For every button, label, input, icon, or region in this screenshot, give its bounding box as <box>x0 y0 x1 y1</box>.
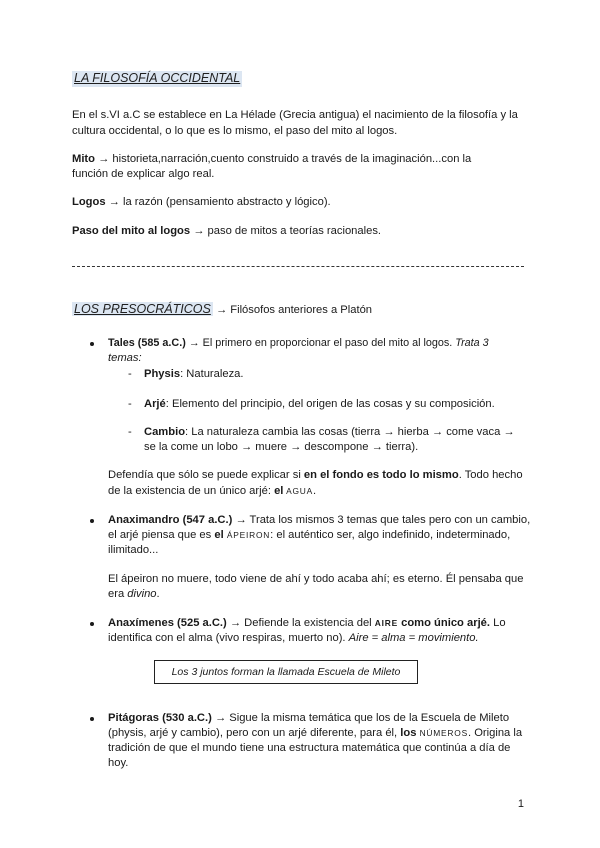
dash-marker: - <box>128 368 132 380</box>
anaximandro-line-1: Anaximandro (547 a.C.) → Trata los mismos 3 temas que tales pero con un cambio, <box>108 514 531 526</box>
paso-term: Paso del mito al logos <box>72 225 191 237</box>
bullet-icon <box>90 622 94 626</box>
tales-name: Tales (585 a.C.) <box>108 337 186 349</box>
page-number: 1 <box>517 798 524 810</box>
bullet-icon <box>90 717 94 721</box>
tales-summary-line-2: de la existencia de un único arjé: el AGUA. <box>108 485 317 497</box>
mito-term: Mito <box>72 153 95 165</box>
tales-physis: Physis: Naturaleza. <box>144 368 244 380</box>
dash-marker: - <box>128 426 132 438</box>
tales-cambio-line-2: se la come un lobo → muere → descompone → tierra). <box>144 441 419 453</box>
paso-definition: Paso del mito al logos → paso de mitos a teorías racionales. <box>72 225 382 237</box>
tales-line-1: Tales (585 a.C.) → El primero en proporcionar el paso del mito al logos. Trata 3 <box>108 337 489 349</box>
intro-line-2: cultura occidental, o lo que es lo mismo, el paso del mito al logos. <box>72 125 398 137</box>
anaximenes-line-2: identifica con el alma (vivo respiras, muerto no). Aire = alma = movimiento. <box>108 632 479 644</box>
logos-term: Logos <box>72 196 106 208</box>
anaximandro-line-2: el arjé piensa que es el ÁPEIRON: el auténtico ser, algo indefinido, indeterminado, <box>108 529 511 541</box>
presocraticos-heading-row <box>72 302 372 319</box>
anaximandro-p2-line-1: El ápeiron no muere, todo viene de ahí y todo acaba ahí; es eterno. Él pensaba que <box>108 573 524 585</box>
anaximenes-line-1: Anaxímenes (525 a.C.) → Defiende la existencia del AIRE como único arjé. Lo <box>108 617 506 629</box>
tales-summary-line-1: Defendía que sólo se puede explicar si en el fondo es todo lo mismo. Todo hecho <box>108 469 523 481</box>
tales-line-2: temas: <box>108 352 142 364</box>
escuela-de-mileto-box: Los 3 juntos forman la llamada Escuela de Mileto <box>154 660 418 684</box>
bullet-icon <box>90 342 94 346</box>
pitagoras-line-1: Pitágoras (530 a.C.) → Sigue la misma temática que los de la Escuela de Mileto <box>108 712 510 724</box>
section-heading-presocraticos: LOS PRESOCRÁTICOS <box>74 302 211 316</box>
tales-cambio: Cambio: La naturaleza cambia las cosas (tierra → hierba → come vaca → <box>144 426 515 438</box>
pitagoras-line-3: tradición de que el mundo tiene una estructura matemática que continúa a día de <box>108 742 511 754</box>
anaximenes-name: Anaxímenes (525 a.C.) <box>108 617 227 629</box>
pitagoras-line-4: hoy. <box>108 757 129 769</box>
mito-definition-line-2: función de explicar algo real. <box>72 168 215 180</box>
section-heading-filosofia-occidental: LA FILOSOFÍA OCCIDENTAL <box>74 71 241 85</box>
anaximandro-line-3: ilimitado... <box>108 544 159 556</box>
tales-arje: Arjé: Elemento del principio, del origen de las cosas y su composición. <box>144 398 495 410</box>
presocraticos-subtitle: → Filósofos anteriores a Platón <box>212 304 373 316</box>
bullet-icon <box>90 519 94 523</box>
logos-definition: Logos → la razón (pensamiento abstracto y lógico). <box>72 196 331 208</box>
dashed-divider <box>72 266 524 267</box>
anaximandro-p2-line-2: era divino. <box>108 588 160 600</box>
anaximandro-name: Anaximandro (547 a.C.) <box>108 514 233 526</box>
pitagoras-line-2: (physis, arjé y cambio), pero con un arjé diferente, para él, los NÚMEROS. Origina la <box>108 727 523 739</box>
dash-marker: - <box>128 398 132 410</box>
mito-definition: Mito → historieta,narración,cuento construido a través de la imaginación...con la <box>72 153 472 165</box>
intro-line-1: En el s.VI a.C se establece en La Hélade (Grecia antigua) el nacimiento de la filosofía y la <box>72 109 518 121</box>
pitagoras-name: Pitágoras (530 a.C.) <box>108 712 212 724</box>
